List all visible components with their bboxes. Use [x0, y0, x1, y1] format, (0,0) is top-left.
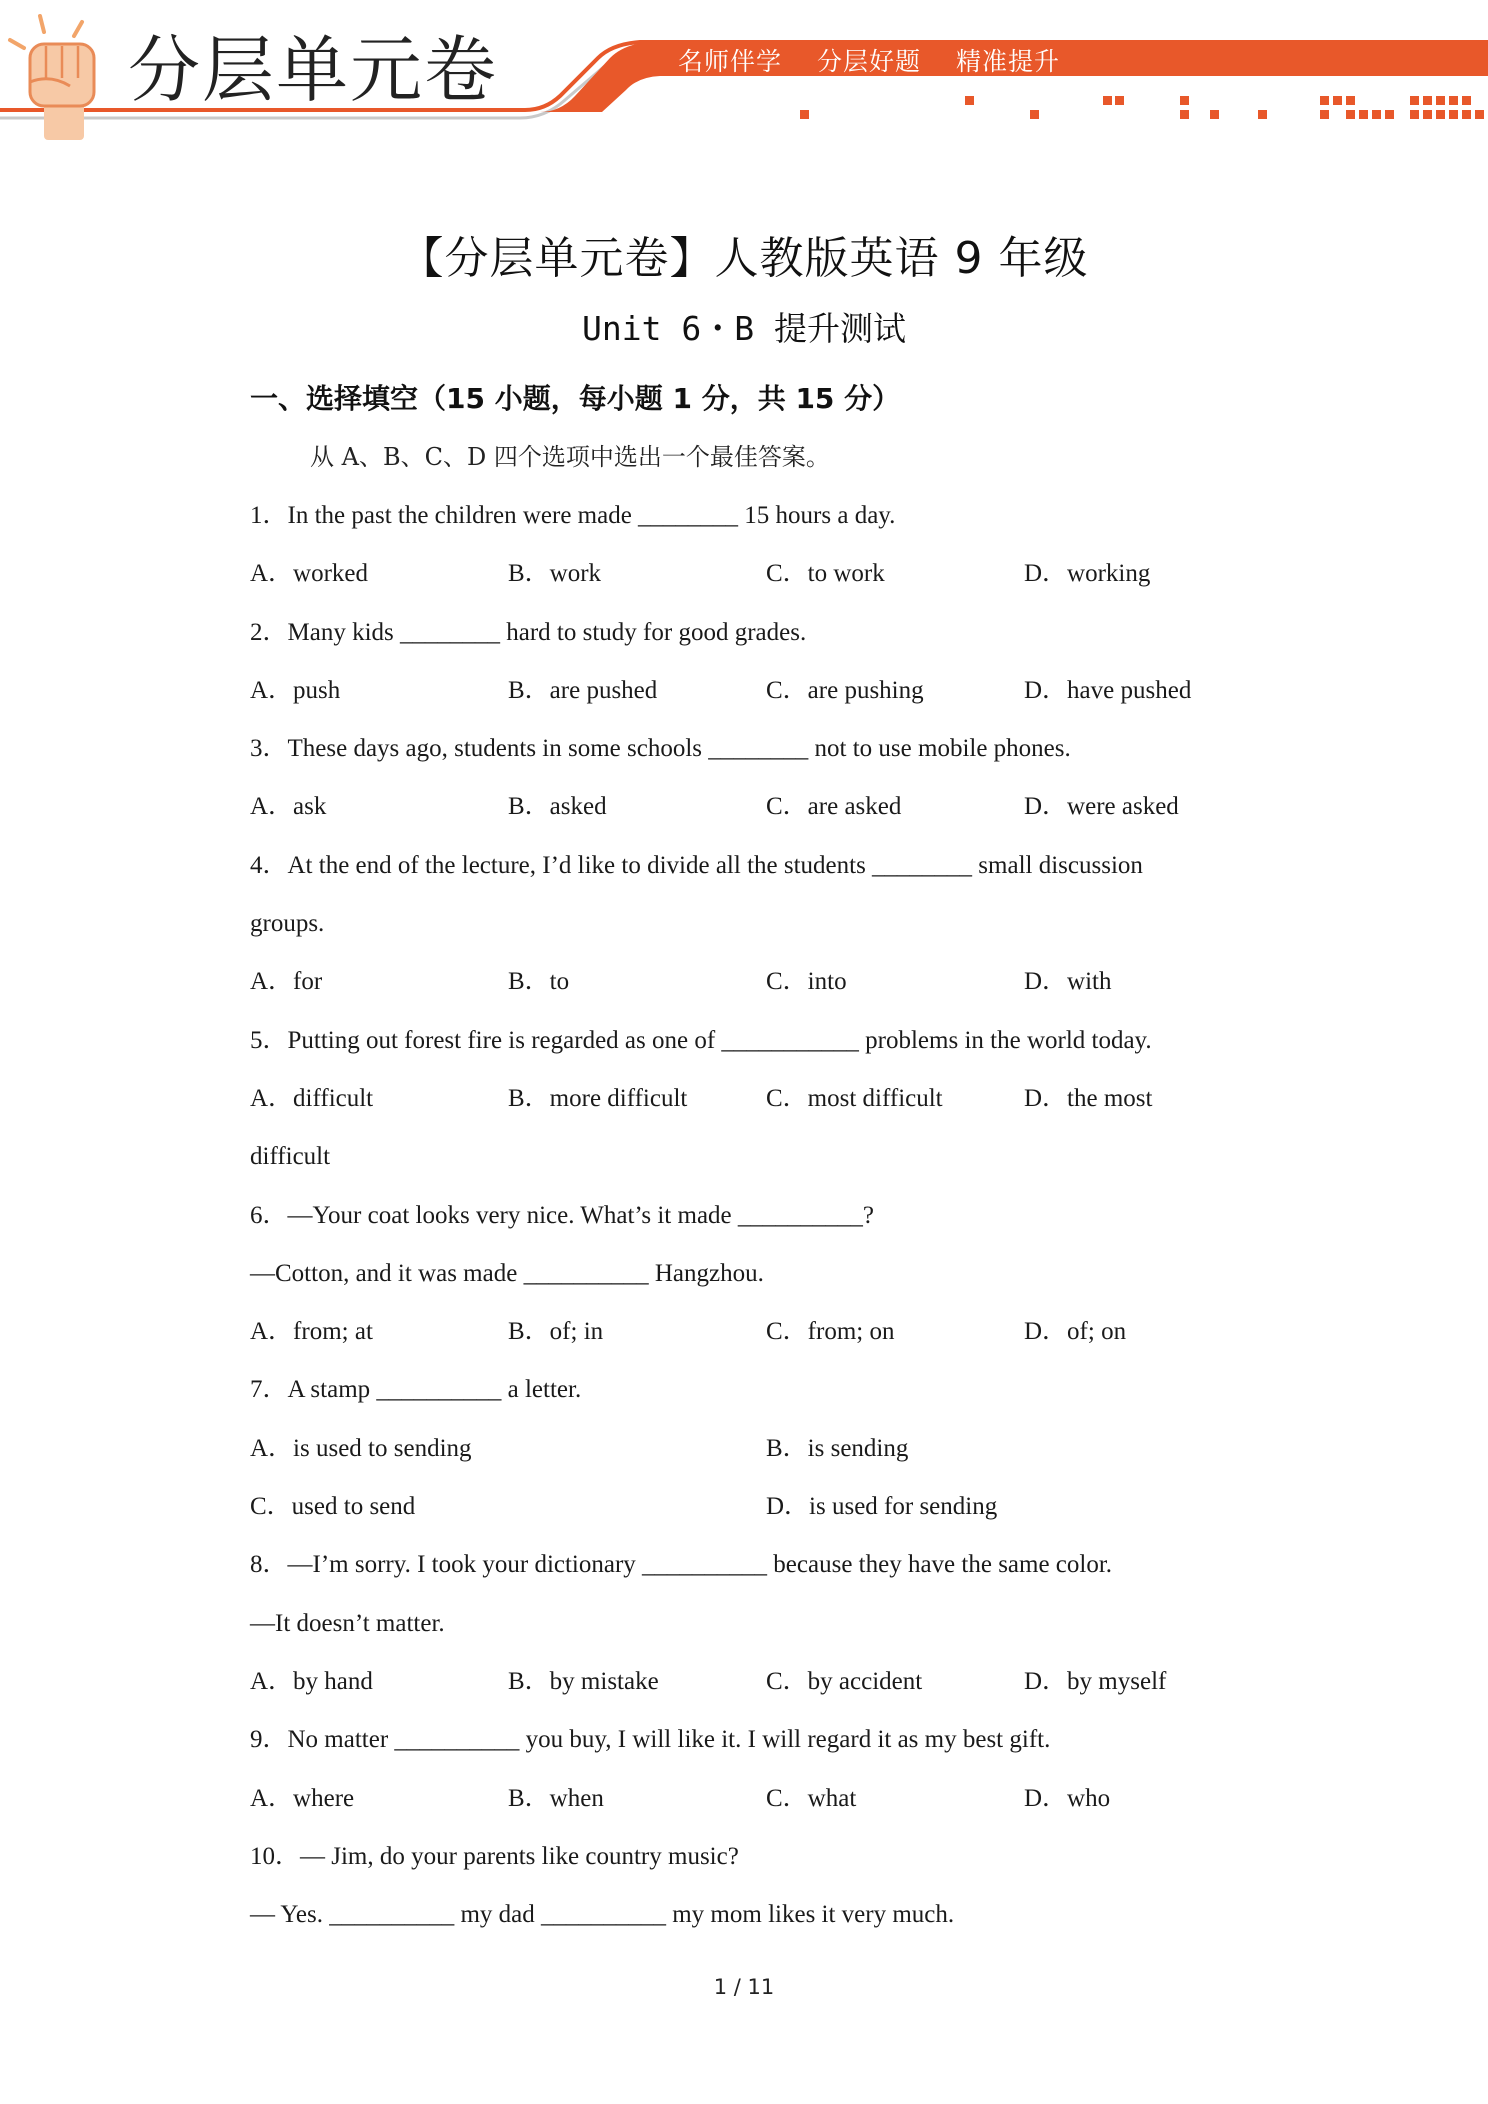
options-row [250, 545, 1250, 603]
answer-option: D．were asked [1024, 793, 1179, 821]
answer-option: C．into [766, 968, 847, 996]
answer-option: B．when [508, 1784, 604, 1812]
question-line: 2．Many kids ________ hard to study for good grades. [250, 618, 807, 646]
answer-option: D．have pushed [1024, 676, 1192, 704]
slogan-item: 分层好题 [816, 47, 921, 76]
answer-option: D．is used for sending [766, 1493, 998, 1521]
answer-option: B．of; in [508, 1318, 604, 1346]
answer-option: B．is sending [766, 1434, 909, 1462]
answer-option: D．working [1024, 560, 1151, 588]
answer-option: B．are pushed [508, 676, 658, 704]
options-row [250, 778, 1250, 836]
answer-option: D．the most [1024, 1084, 1153, 1112]
document-subtitle: Unit 6・B 提升测试 [582, 309, 906, 348]
answer-option: D．with [1024, 968, 1112, 996]
answer-option: A．for [250, 968, 323, 996]
slogan-item: 名师伴学 [678, 47, 783, 76]
question-line: 4．At the end of the lecture, I’d like to divide all the students ________ small discussion [250, 851, 1143, 879]
options-row [250, 953, 1250, 1011]
brand-title: 分层单元卷 [128, 28, 499, 112]
question-line: 8．—I’m sorry. I took your dictionary __________ because they have the same color. [250, 1551, 1113, 1579]
answer-option: A．worked [250, 560, 369, 588]
answer-option: B．by mistake [508, 1667, 659, 1695]
answer-option: D．who [1024, 1784, 1111, 1812]
options-row [250, 1303, 1250, 1361]
answer-option: B．more difficult [508, 1084, 688, 1112]
answer-option: A．where [250, 1784, 355, 1812]
question-line: 5．Putting out forest fire is regarded as one of ___________ problems in the world today. [250, 1026, 1152, 1054]
question-line: —Cotton, and it was made __________ Hangzhou. [250, 1259, 764, 1287]
options-row [250, 1770, 1250, 1828]
answer-option: C．are asked [766, 793, 902, 821]
answer-option: A．from; at [250, 1318, 373, 1346]
answer-option: A．by hand [250, 1667, 373, 1695]
answer-option: A．is used to sending [250, 1434, 472, 1462]
answer-option: C．from; on [766, 1318, 895, 1346]
question-line: 1．In the past the children were made ________ 15 hours a day. [250, 502, 896, 529]
question-line: —It doesn’t matter. [250, 1609, 445, 1637]
answer-option: C．used to send [250, 1493, 416, 1521]
answer-option: A．ask [250, 793, 327, 821]
question-line: 9．No matter __________ you buy, I will like it. I will regard it as my best gift. [250, 1726, 1051, 1754]
answer-option: C．most difficult [766, 1084, 943, 1112]
slogan [678, 42, 1086, 78]
question-line: 7．A stamp __________ a letter. [250, 1376, 582, 1404]
document-title: 【分层单元卷】人教版英语 9 年级 [399, 233, 1089, 284]
answer-option: A．push [250, 676, 341, 704]
answer-option: D．by myself [1024, 1667, 1167, 1695]
question-line: 3．These days ago, students in some schools ________ not to use mobile phones. [250, 735, 1071, 763]
question-line: difficult [250, 1143, 331, 1171]
question-line: 6．—Your coat looks very nice. What’s it made __________? [250, 1201, 874, 1229]
answer-option: A．difficult [250, 1084, 374, 1112]
question-line: 10．— Jim, do your parents like country music? [250, 1842, 739, 1870]
answer-option: B．asked [508, 793, 607, 821]
answer-option: D．of; on [1024, 1318, 1127, 1346]
question-list [250, 487, 1250, 1944]
decorative-squares [800, 96, 1484, 119]
header-banner [0, 0, 1488, 160]
question-line: — Yes. __________ my dad __________ my mom likes it very much. [250, 1901, 955, 1929]
slogan-item: 精准提升 [955, 47, 1060, 76]
answer-option: C．by accident [766, 1667, 923, 1695]
options-row [250, 1070, 1250, 1128]
answer-option: B．work [508, 560, 602, 588]
options-row [250, 1478, 1250, 1536]
options-row [250, 1653, 1250, 1711]
answer-option: C．are pushing [766, 676, 924, 704]
instruction: 从 A、B、C、D 四个选项中选出一个最佳答案。 [310, 443, 830, 471]
section-heading: 一、选择填空（15 小题，每小题 1 分，共 15 分） [250, 382, 901, 415]
answer-option: B．to [508, 968, 570, 996]
page-number: 1 / 11 [713, 1975, 775, 1999]
options-row [250, 1420, 1250, 1478]
question-line: groups. [250, 910, 325, 938]
answer-option: C．to work [766, 560, 885, 588]
options-row [250, 662, 1250, 720]
answer-option: C．what [766, 1784, 857, 1812]
